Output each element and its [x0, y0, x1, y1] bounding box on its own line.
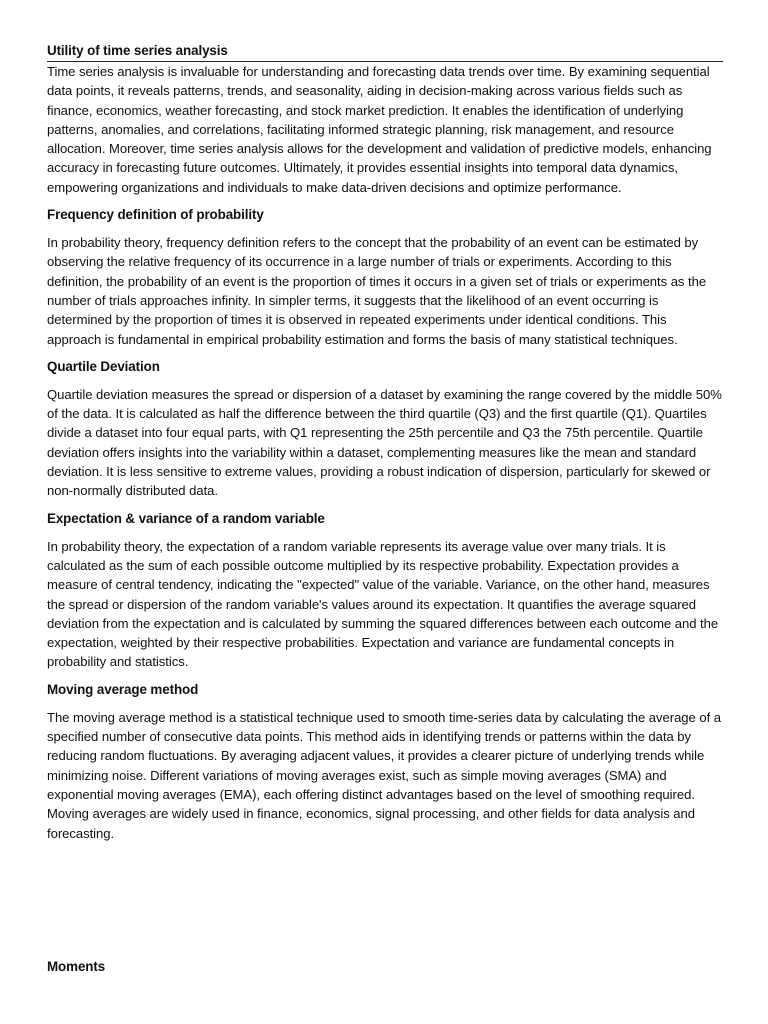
- section-heading: Expectation & variance of a random variable: [47, 510, 325, 526]
- section-heading: Quartile Deviation: [47, 358, 160, 374]
- section-heading: Frequency definition of probability: [47, 207, 264, 223]
- section-heading: Utility of time series analysis: [47, 42, 723, 62]
- section-paragraph: Quartile deviation measures the spread or dispersion of a dataset by examining the range covered by the middle 50% of the data. It is calculated as half the difference between the third quartile (Q3) and the first quartile (Q1). Quartiles divide a dataset into four equal parts, with Q1 representing the 25th percentile and Q3 the 75th percentile. Quartile deviation offers insights into the variability within a dataset, complementing measures like the mean and standard deviation. It is less sensitive to extreme values, providing a robust indication of dispersion, particularly for skewed or non-normally distributed data.: [47, 386, 722, 499]
- section-time-series: [47, 42, 723, 197]
- section-quartile-deviation: [47, 358, 723, 501]
- section-heading: Moving average method: [47, 681, 199, 697]
- section-paragraph: In probability theory, the expectation of a random variable represents its average value over many trials. It is calculated as the sum of each possible outcome multiplied by its respective probability. Expectation provides a measure of central tendency, indicating the "expected" value of the variable. Variance, on the other hand, measures the spread or dispersion of the random variable's values around its expectation. It quantifies the average squared deviation from the expectation and is calculated by summing the squared differences between each outcome and the expectation, weighted by their respective probabilities. Expectation and variance are fundamental concepts in probability and statistics.: [47, 538, 719, 670]
- section-heading-moments: Moments: [47, 959, 106, 974]
- section-paragraph: The moving average method is a statistical technique used to smooth time-series data by calculating the average of a specified number of consecutive data points. This method aids in identifying trends or patterns within the data by reducing random fluctuations. By averaging adjacent values, it provides a clearer picture of underlying trends while minimizing noise. Different variations of moving averages exist, such as simple moving averages (SMA) and exponential moving averages (EMA), each offering distinct advantages based on the level of smoothing required. Moving averages are widely used in finance, economics, signal processing, and other fields for data analysis and forecasting.: [47, 709, 721, 841]
- document-body: [47, 42, 723, 843]
- section-frequency-probability: [47, 206, 723, 349]
- section-expectation-variance: [47, 510, 723, 672]
- section-paragraph: Time series analysis is invaluable for understanding and forecasting data trends over time. By examining sequential data points, it reveals patterns, trends, and seasonality, aiding in decision-making across various fields such as finance, economics, weather forecasting, and stock market prediction. It enables the identification of underlying patterns, anomalies, and correlations, facilitating informed strategic planning, risk management, and resource allocation. Moreover, time series analysis allows for the development and validation of predictive models, enhancing accuracy in forecasting future outcomes. Ultimately, it provides essential insights into temporal data dynamics, empowering organizations and individuals to make data-driven decisions and optimize performance.: [47, 64, 712, 195]
- section-moving-average: [47, 681, 723, 843]
- section-paragraph: In probability theory, frequency definition refers to the concept that the probability of an event can be estimated by observing the relative frequency of its occurrence in a large number of trials or experiments. According to this definition, the probability of an event is the proportion of times it occurs in a given set of trials or experiments as the number of trials approaches infinity. In simpler terms, it suggests that the likelihood of an event occurring is determined by the proportion of times it is observed in repeated experiments under identical conditions. This approach is fundamental in empirical probability estimation and forms the basis of many statistical techniques.: [47, 235, 707, 347]
